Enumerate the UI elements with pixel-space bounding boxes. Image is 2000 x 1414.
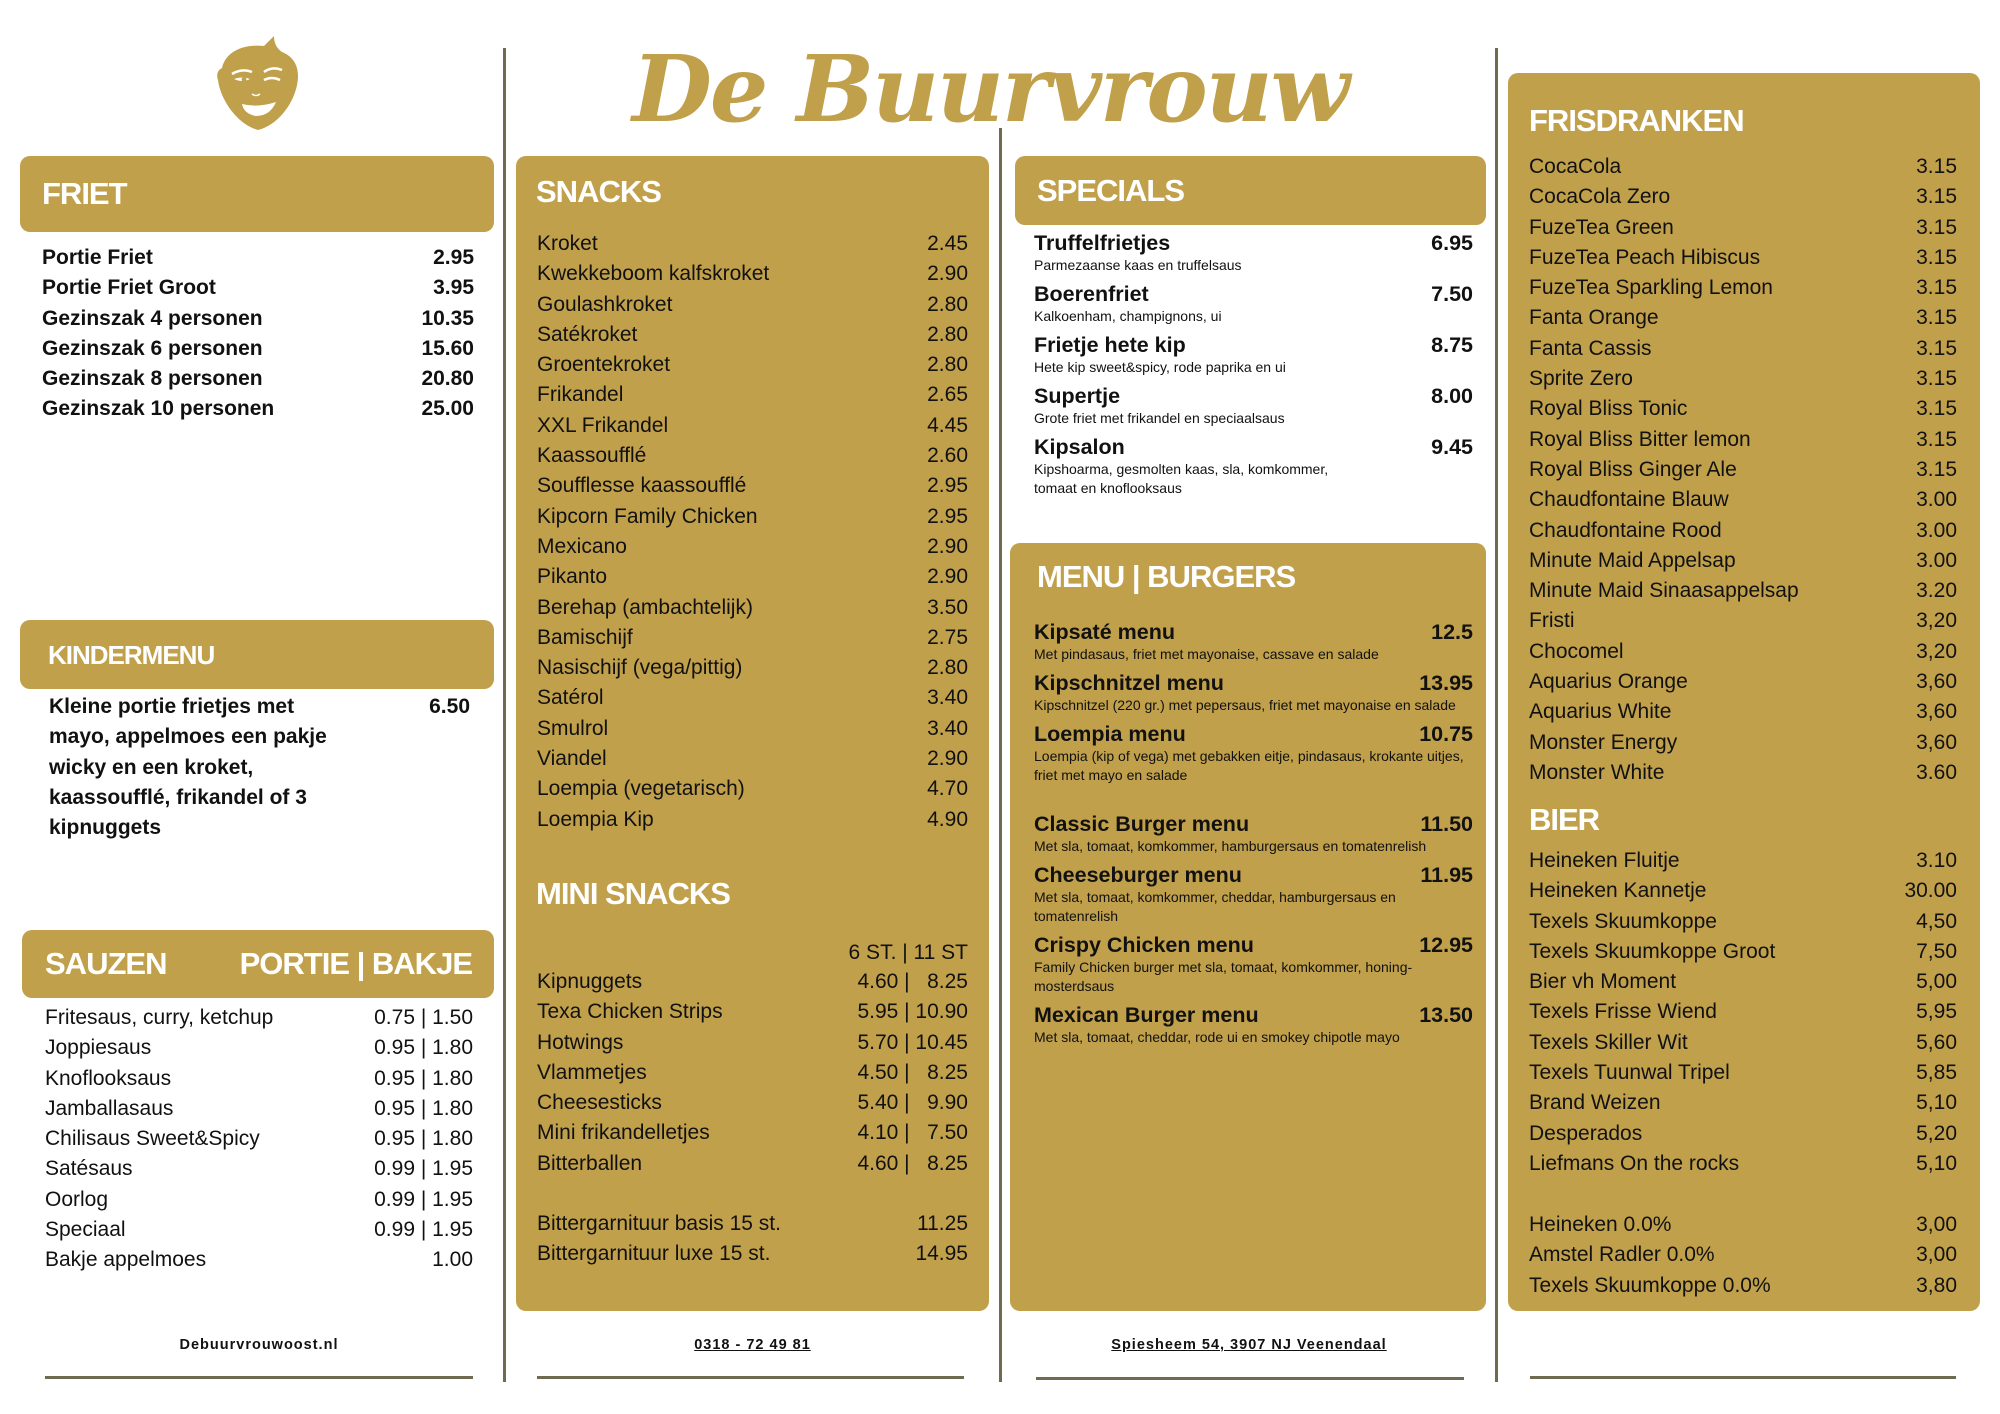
address-link[interactable]: Spiesheem 54, 3907 NJ Veenendaal [1111, 1337, 1387, 1353]
column-divider [503, 48, 506, 1382]
burger-item: Mexican Burger menu 13.50 Met sla, tomaat, cheddar, rode ui en smokey chipotle mayo [1034, 1003, 1473, 1045]
menu-item: Loempia (vegetarisch) 4.70 [537, 777, 968, 801]
frisdranken-list [1529, 152, 1957, 788]
menu-item: Portie Friet 2.95 [42, 246, 474, 269]
phone-link[interactable]: 0318 - 72 49 81 [694, 1337, 811, 1353]
menu-item: Bakje appelmoes 1.00 [45, 1248, 473, 1272]
burger-item: Loempia menu 10.75 Loempia (kip of vega) met gebakken eitje, pindasaus, krokante uitjes, friet met mayo en salade [1034, 722, 1473, 783]
menu-item: FuzeTea Peach Hibiscus 3.15 [1529, 245, 1957, 269]
menu-item: Hotwings 5.70 | 10.45 [537, 1030, 968, 1054]
specials-header [1015, 156, 1486, 225]
menu-item: Texels Skiller Wit 5,60 [1529, 1030, 1957, 1054]
menu-item: Cheesesticks 5.40 | 9.90 [537, 1091, 968, 1115]
menu-item: Oorlog 0.99 | 1.95 [45, 1187, 473, 1211]
menu-item: Royal Bliss Bitter lemon 3.15 [1529, 427, 1957, 451]
footer-rule [1530, 1376, 1956, 1379]
friet-list [42, 243, 474, 425]
mini-snacks-title: MINI SNACKS [536, 876, 730, 911]
menu-item: Heineken 0.0% 3,00 [1529, 1213, 1957, 1236]
menu-item: Bittergarnituur basis 15 st. 11.25 [537, 1212, 968, 1235]
menu-item: Mexicano 2.90 [537, 534, 968, 558]
menu-item: Gezinszak 6 personen 15.60 [42, 336, 474, 360]
menu-item: Minute Maid Sinaasappelsap 3.20 [1529, 579, 1957, 603]
menu-item: Loempia Kip 4.90 [537, 807, 968, 831]
special-item: Truffelfrietjes 6.95 Parmezaanse kaas en truffelsaus [1034, 231, 1473, 273]
menu-item: FuzeTea Sparkling Lemon 3.15 [1529, 276, 1957, 300]
menu-item: CocaCola Zero 3.15 [1529, 185, 1957, 209]
menu-item: Satékroket 2.80 [537, 322, 968, 346]
menu-item: Monster White 3.60 [1529, 760, 1957, 784]
menu-item: Monster Energy 3,60 [1529, 730, 1957, 754]
menu-item: Jamballasaus 0.95 | 1.80 [45, 1096, 473, 1120]
menu-item: Gezinszak 10 personen 25.00 [42, 397, 474, 421]
menu-item: Texa Chicken Strips 5.95 | 10.90 [537, 1000, 968, 1024]
menu-item: Chaudfontaine Blauw 3.00 [1529, 488, 1957, 512]
snacks-list [537, 229, 968, 835]
kindermenu-description: Kleine portie frietjes met mayo, appelmoes een pakje wicky en een kroket, kaassoufflé, frikandel of 3 kipnuggets [49, 695, 327, 840]
alcohol-free-list [1529, 1210, 1957, 1301]
menu-item: Kroket 2.45 [537, 232, 968, 255]
menu-item: Berehap (ambachtelijk) 3.50 [537, 595, 968, 619]
menu-item: Bier vh Moment 5,00 [1529, 970, 1957, 994]
menu-item: Vlammetjes 4.50 | 8.25 [537, 1060, 968, 1084]
menu-item: Fristi 3,20 [1529, 609, 1957, 633]
menu-item: Kipnuggets 4.60 | 8.25 [537, 970, 968, 993]
menu-item: Groentekroket 2.80 [537, 353, 968, 377]
menu-item: Amstel Radler 0.0% 3,00 [1529, 1243, 1957, 1267]
special-item: Frietje hete kip 8.75 Hete kip sweet&spicy, rode paprika en ui [1034, 333, 1473, 375]
menu-item: Kaassoufflé 2.60 [537, 444, 968, 468]
menu-item: Heineken Kannetje 30.00 [1529, 879, 1957, 903]
restaurant-title: De Buurvrouw [632, 35, 1348, 143]
bier-list [1529, 846, 1957, 1179]
kindermenu-item [49, 692, 470, 843]
snacks-panel [516, 156, 989, 1311]
menu-item: Pikanto 2.90 [537, 565, 968, 589]
column-divider [1495, 48, 1498, 1382]
menu-item: Chilisaus Sweet&Spicy 0.95 | 1.80 [45, 1127, 473, 1151]
menu-item: Gezinszak 8 personen 20.80 [42, 367, 474, 391]
menu-item: Portie Friet Groot 3.95 [42, 276, 474, 300]
burgers-list [1034, 619, 1473, 1053]
special-item: Kipsalon 9.45 Kipshoarma, gesmolten kaas, sla, komkommer, tomaat en knoflooksaus [1034, 435, 1473, 496]
frisdranken-title: FRISDRANKEN [1529, 103, 1744, 138]
menu-item: Satésaus 0.99 | 1.95 [45, 1157, 473, 1181]
menu-item: Fanta Orange 3.15 [1529, 306, 1957, 330]
menu-item: Joppiesaus 0.95 | 1.80 [45, 1036, 473, 1060]
menu-item: Fritesaus, curry, ketchup 0.75 | 1.50 [45, 1006, 473, 1029]
menu-item: Chocomel 3,20 [1529, 639, 1957, 663]
menu-item: Aquarius Orange 3,60 [1529, 670, 1957, 694]
sauzen-list [45, 1003, 473, 1276]
column-divider [999, 128, 1002, 1382]
menu-item: Soufflesse kaassoufflé 2.95 [537, 474, 968, 498]
footer-rule [45, 1376, 473, 1379]
menu-item: Texels Skuumkoppe 0.0% 3,80 [1529, 1273, 1957, 1297]
specials-list [1034, 230, 1473, 504]
special-item: Supertje 8.00 Grote friet met frikandel en speciaalsaus [1034, 384, 1473, 426]
footer-rule [1036, 1377, 1464, 1380]
sauzen-header [22, 930, 494, 998]
menu-item: Smulrol 3.40 [537, 716, 968, 740]
menu-item: Viandel 2.90 [537, 747, 968, 771]
menu-item: Desperados 5,20 [1529, 1121, 1957, 1145]
sauzen-subtitle: PORTIE | BAKJE [239, 946, 472, 981]
menu-item: Nasischijf (vega/pittig) 2.80 [537, 656, 968, 680]
menu-item: Bamischijf 2.75 [537, 625, 968, 649]
menu-item: Speciaal 0.99 | 1.95 [45, 1218, 473, 1242]
menu-item: Mini frikandelletjes 4.10 | 7.50 [537, 1121, 968, 1145]
mini-snacks-column-header: 6 ST. | 11 ST [848, 941, 968, 964]
drinks-panel [1508, 73, 1980, 1311]
menu-item: Brand Weizen 5,10 [1529, 1091, 1957, 1115]
menu-item: Royal Bliss Tonic 3.15 [1529, 397, 1957, 421]
menu-item: Sprite Zero 3.15 [1529, 367, 1957, 391]
special-item: Boerenfriet 7.50 Kalkoenham, champignons, ui [1034, 282, 1473, 324]
burgers-panel [1010, 543, 1486, 1311]
mini-snacks-list [537, 967, 968, 1179]
menu-item: Texels Frisse Wiend 5,95 [1529, 1000, 1957, 1024]
menu-item: Minute Maid Appelsap 3.00 [1529, 548, 1957, 572]
menu-item: Aquarius White 3,60 [1529, 700, 1957, 724]
winking-woman-face-icon [212, 36, 304, 132]
menu-item: Frikandel 2.65 [537, 383, 968, 407]
menu-item: Royal Bliss Ginger Ale 3.15 [1529, 457, 1957, 481]
specials-title: SPECIALS [1037, 173, 1185, 208]
menu-item: Chaudfontaine Rood 3.00 [1529, 518, 1957, 542]
bier-title: BIER [1529, 802, 1600, 837]
menu-item: CocaCola 3.15 [1529, 155, 1957, 178]
menu-item: Satérol 3.40 [537, 686, 968, 710]
website-link[interactable]: Debuurvrouwoost.nl [179, 1337, 339, 1353]
kindermenu-title: KINDERMENU [48, 640, 215, 670]
menu-item: Texels Tuunwal Tripel 5,85 [1529, 1061, 1957, 1085]
burger-item: Cheeseburger menu 11.95 Met sla, tomaat, komkommer, cheddar, hamburgersaus en tomatenrelish [1034, 863, 1473, 924]
burger-item: Kipschnitzel menu 13.95 Kipschnitzel (220 gr.) met pepersaus, friet met mayonaise en salade [1034, 671, 1473, 713]
menu-item: Knoflooksaus 0.95 | 1.80 [45, 1066, 473, 1090]
menu-item: Texels Skuumkoppe 4,50 [1529, 909, 1957, 933]
menu-item: Heineken Fluitje 3.10 [1529, 849, 1957, 872]
menu-item: Bittergarnituur luxe 15 st. 14.95 [537, 1242, 968, 1266]
menu-item: Bitterballen 4.60 | 8.25 [537, 1151, 968, 1175]
burger-item: Kipsaté menu 12.5 Met pindasaus, friet met mayonaise, cassave en salade [1034, 620, 1473, 662]
snacks-title: SNACKS [536, 174, 661, 209]
bittergarnituur-list [537, 1209, 968, 1270]
menu-item: Texels Skuumkoppe Groot 7,50 [1529, 939, 1957, 963]
menu-item: Gezinszak 4 personen 10.35 [42, 306, 474, 330]
menu-item: Fanta Cassis 3.15 [1529, 336, 1957, 360]
kindermenu-price: 6.50 [429, 695, 470, 718]
friet-title: FRIET [42, 176, 127, 211]
burger-item: Crispy Chicken menu 12.95 Family Chicken burger met sla, tomaat, komkommer, honing-mosterdsaus [1034, 933, 1473, 994]
menu-item: Kipcorn Family Chicken 2.95 [537, 504, 968, 528]
burger-item: Classic Burger menu 11.50 Met sla, tomaat, komkommer, hamburgersaus en tomatenrelish [1034, 812, 1473, 854]
menu-item: Goulashkroket 2.80 [537, 292, 968, 316]
menu-item: FuzeTea Green 3.15 [1529, 215, 1957, 239]
sauzen-title: SAUZEN [45, 946, 167, 981]
menu-item: XXL Frikandel 4.45 [537, 413, 968, 437]
footer-rule [537, 1376, 964, 1379]
burgers-title: MENU | BURGERS [1037, 559, 1296, 594]
menu-item: Liefmans On the rocks 5,10 [1529, 1151, 1957, 1175]
friet-header [20, 156, 494, 232]
menu-item: Kwekkeboom kalfskroket 2.90 [537, 262, 968, 286]
kindermenu-header [20, 620, 494, 689]
